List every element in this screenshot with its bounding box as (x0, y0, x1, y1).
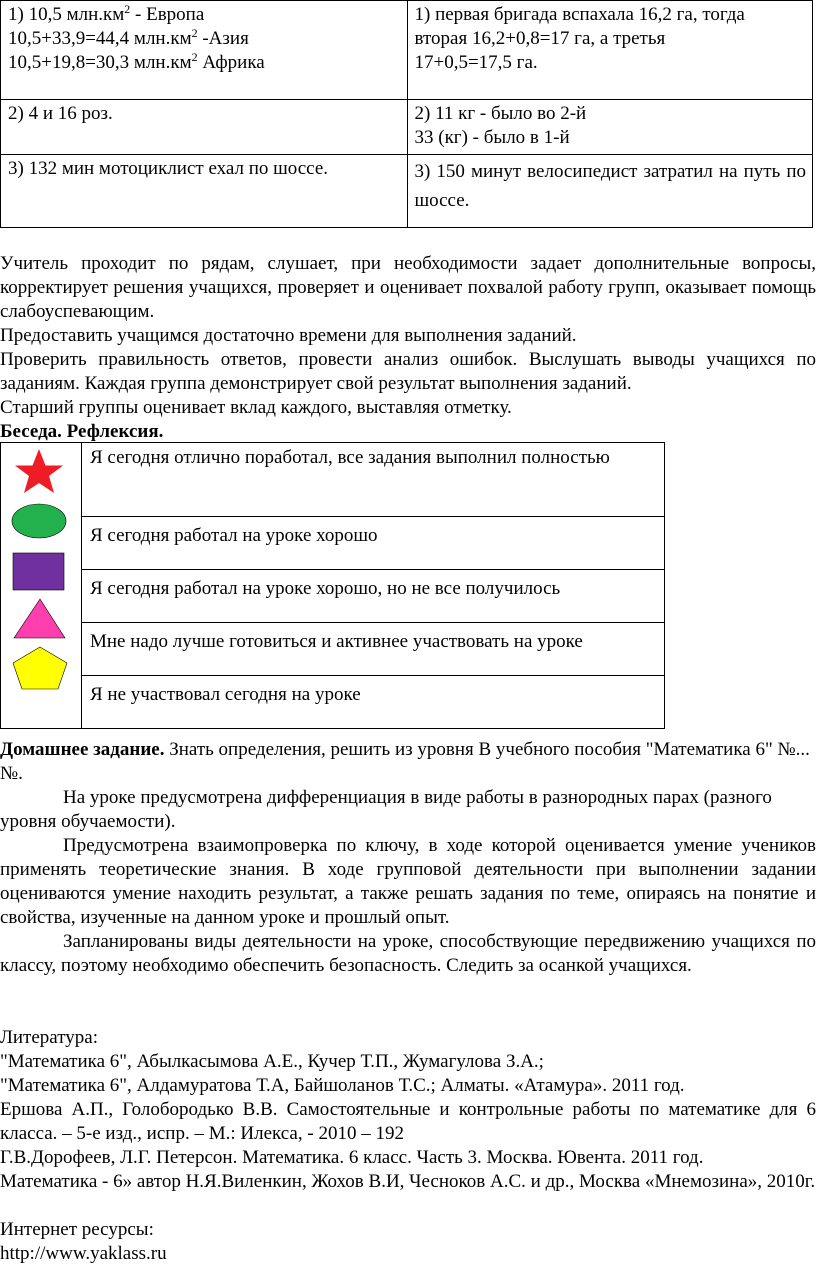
literature-item: Ершова А.П., Голобородько В.В. Самостоятельные и контрольные работы по математике для 6 класса. – 5-е изд., испр. – М.: Илекса, - 2010 – 192 (0, 1099, 816, 1144)
superscript: 2 (191, 26, 198, 40)
reflection-heading: Беседа. Рефлексия. (0, 421, 164, 442)
line-text: 33 (кг) - было в 1-й (414, 127, 570, 148)
literature-item: Математика - 6» автор Н.Я.Виленкин, Жохов В.И, Чесноков А.С. и др., Москва «Мнемозина», 2010г. (0, 1171, 816, 1192)
line-text: - Европа (130, 4, 205, 25)
line-text: вторая 16,2+0,8=17 га, а третья (414, 28, 666, 49)
results-table (0, 0, 813, 228)
time-paragraph: Предоставить учащимся достаточно времени для выполнения заданий. (0, 325, 577, 346)
reflection-row (1, 676, 665, 729)
homework-text: Знать определения, решить из уровня В учебного пособия "Математика 6" №...№. (0, 739, 810, 784)
results-cell-left-3 (1, 155, 408, 228)
results-row-1 (1, 1, 813, 100)
pentagon-icon (13, 647, 67, 689)
results-cell-right-1 (407, 1, 813, 100)
safety-paragraph: Запланированы виды деятельности на уроке, способствующие передвижению учащихся по классу, поэтому необходимо обеспечить безопасность. Следить за осанкой учащихся. (0, 931, 816, 976)
line-text: 17+0,5=17,5 га. (414, 52, 538, 73)
reflection-text: Я сегодня работал на уроке хорошо, но не все получилось (82, 570, 665, 623)
line-text: 2) 11 кг - было во 2-й (414, 103, 587, 124)
line-text: 1) 10,5 млн.км (8, 4, 125, 25)
reflection-row (1, 623, 665, 676)
star-icon (15, 449, 63, 493)
line-text: 1) первая бригада вспахала 16,2 га, тогда (414, 4, 745, 25)
reflection-row (1, 570, 665, 623)
results-row-3 (1, 155, 813, 228)
superscript: 2 (191, 50, 198, 64)
results-cell-right-2 (407, 100, 813, 155)
reflection-text: Мне надо лучше готовиться и активнее участвовать на уроке (82, 623, 665, 676)
reflection-icons-cell (1, 443, 82, 729)
line-text: -Азия (197, 28, 249, 49)
literature-item: "Математика 6", Алдамуратова Т.А, Байшоланов Т.С.; Алматы. «Атамура». 2011 год. (0, 1075, 685, 1096)
results-row-2 (1, 100, 813, 155)
reflection-row (1, 517, 665, 570)
reflection-text: Я не участвовал сегодня на уроке (82, 676, 665, 729)
leader-paragraph: Старший группы оценивает вклад каждого, выставляя отметку. (0, 397, 512, 418)
internet-heading: Интернет ресурсы: (0, 1219, 154, 1240)
check-paragraph: Проверить правильность ответов, провести анализ ошибок. Выслушать выводы учащихся по заданиям. Каждая группа демонстрирует свой результат выполнения заданий. (0, 349, 816, 394)
literature-item: "Математика 6", Абылкасымова А.Е., Кучер Т.П., Жумагулова З.А.; (0, 1051, 544, 1072)
reflection-text: Я сегодня отлично поработал, все задания выполнил полностью (82, 443, 665, 517)
square-icon (13, 553, 64, 590)
homework-label: Домашнее задание. (0, 739, 165, 760)
homework-paragraph (0, 738, 816, 786)
line-text: Африка (197, 52, 265, 73)
literature-item: Г.В.Дорофеев, Л.Г. Петерсон. Математика. 6 класс. Часть 3. Москва. Ювента. 2011 год. (0, 1147, 704, 1168)
reflection-heading-line (0, 420, 816, 444)
peer-check-paragraph: Предусмотрена взаимопроверка по ключу, в ходе которой оценивается умение учеников применять теоретические знания. В ходе групповой деятельности при выполнении задании оцениваются умение находить результат, а также решать задания по теме, опираясь на понятие и свойства, изученные на данном уроке и прошлый опыт. (0, 835, 816, 928)
results-cell-left-2 (1, 100, 408, 155)
line-text: 3) 150 минут велосипедист затратил на путь по шоссе. (414, 161, 806, 211)
results-cell-left-1 (1, 1, 408, 100)
triangle-icon (14, 599, 65, 638)
line-text: 10,5+33,9=44,4 млн.км (8, 28, 192, 49)
differentiation-paragraph: На уроке предусмотрена дифференциация в виде работы в разнородных парах (разного уровня обучаемости). (0, 787, 772, 832)
literature-heading: Литература: (0, 1027, 98, 1048)
line-text: 2) 4 и 16 роз. (8, 103, 113, 124)
reflection-icons (1, 443, 81, 713)
reflection-text: Я сегодня работал на уроке хорошо (82, 517, 665, 570)
reflection-row (1, 443, 665, 517)
ellipse-icon (12, 504, 66, 538)
results-cell-right-3 (407, 155, 813, 228)
superscript: 2 (124, 2, 131, 16)
reflection-table (0, 442, 665, 729)
resource-link[interactable]: http://www.yaklass.ru (0, 1243, 167, 1264)
line-text: 3) 132 мин мотоциклист ехал по шоссе. (8, 158, 329, 179)
line-text: 10,5+19,8=30,3 млн.км (8, 52, 192, 73)
teacher-paragraph: Учитель проходит по рядам, слушает, при необходимости задает дополнительные вопросы, корректирует решения учащихся, проверяет и оценивает похвалой работу групп, оказывает помощь слабоуспевающим. (0, 253, 816, 322)
